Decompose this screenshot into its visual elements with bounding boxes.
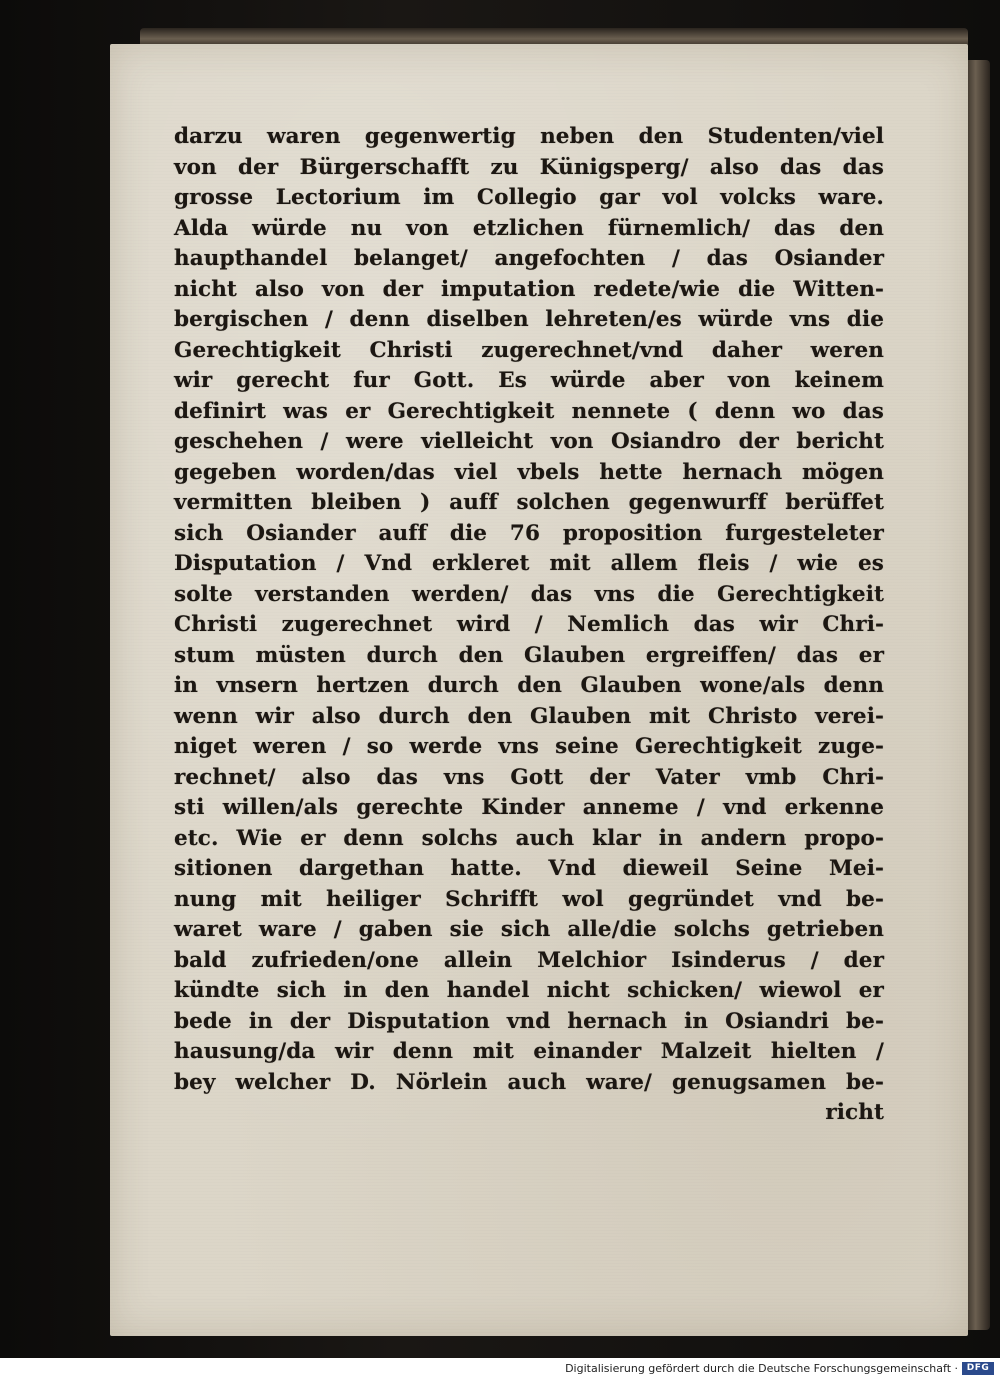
dfg-logo-icon: DFG bbox=[962, 1362, 994, 1375]
text-line: kündte sich in den handel nicht schicken/ wiewol er bbox=[174, 978, 884, 1003]
text-line: haupthandel belanget/ angefochten / das Osiander bbox=[174, 246, 884, 271]
text-line: in vnsern hertzen durch den Glauben wone/als denn bbox=[174, 673, 884, 698]
text-line: hausung/da wir denn mit einander Malzeit hielten / bbox=[174, 1039, 884, 1064]
text-line: geschehen / were vielleicht von Osiandro der bericht bbox=[174, 429, 884, 454]
text-line: von der Bürgerschafft zu Künigsperg/ also das das bbox=[174, 154, 884, 180]
text-line: wenn wir also durch den Glauben mit Christo verei- bbox=[174, 703, 884, 729]
text-line: bey welcher D. Nörlein auch ware/ genugsamen be- bbox=[174, 1069, 884, 1095]
text-line: Christi zugerechnet wird / Nemlich das wir Chri- bbox=[174, 612, 884, 637]
text-line: sti willen/als gerechte Kinder anneme / vnd erkenne bbox=[174, 795, 884, 820]
text-line: stum müsten durch den Glauben ergreiffen/ das er bbox=[174, 642, 884, 668]
text-line: bede in der Disputation vnd hernach in Osiandri be- bbox=[174, 1008, 884, 1034]
text-line: Disputation / Vnd erkleret mit allem fleis / wie es bbox=[174, 551, 884, 576]
text-line: niget weren / so werde vns seine Gerechtigkeit zuge- bbox=[174, 734, 884, 759]
text-line: Alda würde nu von etzlichen fürnemlich/ das den bbox=[174, 215, 884, 241]
text-line: nung mit heiliger Schrifft wol gegründet vnd be- bbox=[174, 886, 884, 912]
text-line: bald zufrieden/one allein Melchior Isinderus / der bbox=[174, 947, 884, 973]
text-line: grosse Lectorium im Collegio gar vol volcks ware. bbox=[174, 185, 884, 210]
text-line: rechnet/ also das vns Gott der Vater vmb Chri- bbox=[174, 764, 884, 790]
digitization-footer bbox=[0, 1358, 1000, 1378]
catchword: richt bbox=[825, 1100, 884, 1125]
text-line: gegeben worden/das viel vbels hette hernach mögen bbox=[174, 459, 884, 485]
page-text bbox=[174, 122, 884, 1129]
text-line: wir gerecht fur Gott. Es würde aber von keinem bbox=[174, 368, 884, 393]
text-line: sitionen dargethan hatte. Vnd dieweil Seine Mei- bbox=[174, 856, 884, 881]
text-line: waret ware / gaben sie sich alle/die solchs getrieben bbox=[174, 917, 884, 942]
funding-credit: Digitalisierung gefördert durch die Deutsche Forschungsgemeinschaft · bbox=[565, 1361, 958, 1375]
text-line: sich Osiander auff die 76 proposition furgesteleter bbox=[174, 520, 884, 546]
text-line: bergischen / denn diselben lehreten/es würde vns die bbox=[174, 307, 884, 332]
text-line: Gerechtigkeit Christi zugerechnet/vnd daher weren bbox=[174, 337, 884, 363]
text-line: vermitten bleiben ) auff solchen gegenwurff berüffet bbox=[174, 490, 884, 515]
text-line: etc. Wie er denn solchs auch klar in andern propo- bbox=[174, 825, 884, 851]
text-line: solte verstanden werden/ das vns die Gerechtigkeit bbox=[174, 581, 884, 607]
page-edge-right bbox=[966, 60, 990, 1330]
text-line: definirt was er Gerechtigkeit nennete ( denn wo das bbox=[174, 398, 884, 424]
text-line: darzu waren gegenwertig neben den Studenten/viel bbox=[174, 124, 884, 149]
text-line: nicht also von der imputation redete/wie die Witten- bbox=[174, 276, 884, 302]
